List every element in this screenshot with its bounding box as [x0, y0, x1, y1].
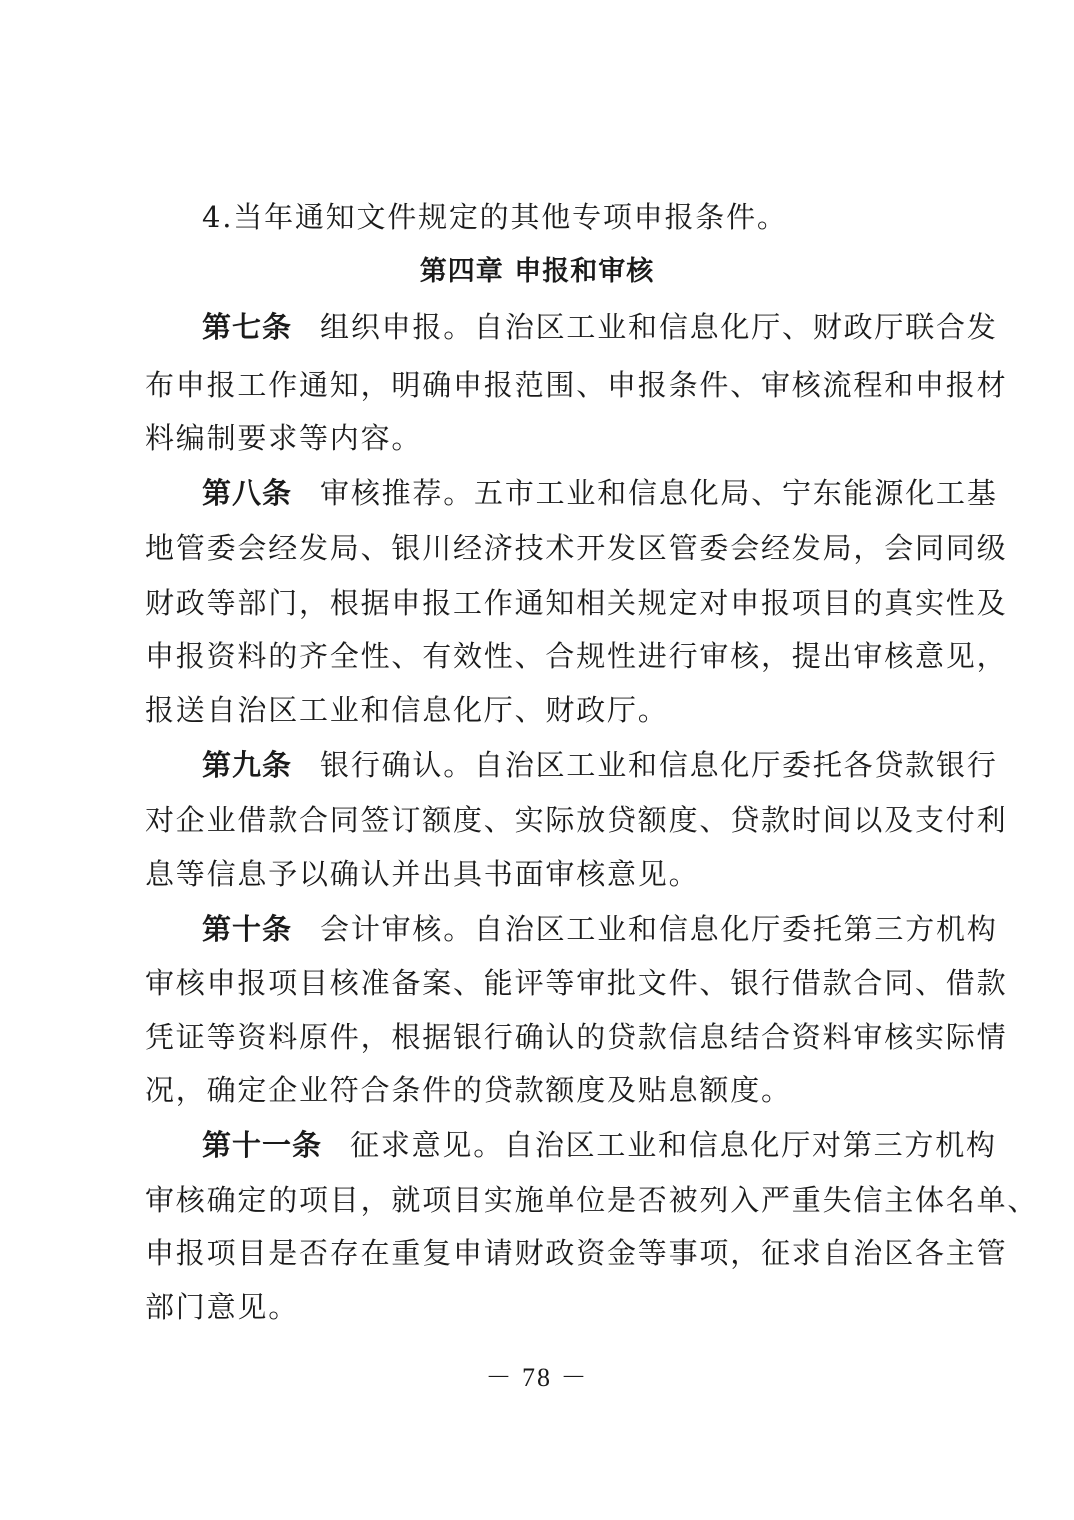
item-4-text: 4.当年通知文件规定的其他专项申报条件。 — [202, 200, 788, 234]
article-8-line-2: 地管委会经发局、银川经济技术开发区管委会经发局，会同同级 — [145, 531, 1008, 565]
article-11-first-line — [202, 1125, 1002, 1165]
article-9-line-2: 对企业借款合同签订额度、实际放贷额度、贷款时间以及支付利 — [145, 803, 1008, 837]
article-7-line-2: 布申报工作通知，明确申报范围、申报条件、审核流程和申报材 — [145, 368, 1008, 402]
article-8-line-3: 财政等部门，根据申报工作通知相关规定对申报项目的真实性及 — [145, 586, 1008, 620]
article-10-line-2: 审核申报项目核准备案、能评等审批文件、银行借款合同、借款 — [145, 966, 1008, 1000]
article-9-first-line — [202, 745, 1002, 785]
article-10-line-3: 凭证等资料原件，根据银行确认的贷款信息结合资料审核实际情 — [145, 1020, 1008, 1054]
article-11-line-2: 审核确定的项目，就项目实施单位是否被列入严重失信主体名单、 — [145, 1183, 1039, 1217]
article-10-line-4: 况，确定企业符合条件的贷款额度及贴息额度。 — [145, 1073, 792, 1107]
article-11-line-1: 征求意见。自治区工业和信息化厅对第三方机构 — [350, 1128, 997, 1162]
article-10-line-1: 会计审核。自治区工业和信息化厅委托第三方机构 — [320, 912, 998, 946]
article-10-heading: 第十条 — [202, 912, 293, 946]
article-9-line-1: 银行确认。自治区工业和信息化厅委托各贷款银行 — [320, 748, 998, 782]
article-9-heading: 第九条 — [202, 748, 293, 782]
article-11-line-4: 部门意见。 — [145, 1290, 300, 1324]
article-8-heading: 第八条 — [202, 476, 293, 510]
chapter-title: 第四章 申报和审核 — [419, 256, 655, 287]
article-10-first-line — [202, 909, 1002, 949]
article-8-line-5: 报送自治区工业和信息化厅、财政厅。 — [145, 693, 669, 727]
article-11-heading: 第十一条 — [202, 1128, 323, 1162]
article-8-line-1: 审核推荐。五市工业和信息化局、宁东能源化工基 — [320, 476, 998, 510]
page-number: － 78 － — [485, 1363, 589, 1392]
article-8-first-line — [202, 473, 1002, 513]
article-11-line-3: 申报项目是否存在重复申请财政资金等事项，征求自治区各主管 — [145, 1236, 1008, 1270]
article-7-heading: 第七条 — [202, 310, 293, 344]
article-8-line-4: 申报资料的齐全性、有效性、合规性进行审核，提出审核意见， — [145, 639, 1008, 673]
article-9-line-3: 息等信息予以确认并出具书面审核意见。 — [145, 857, 700, 891]
article-7-line-3: 料编制要求等内容。 — [145, 421, 423, 455]
article-7-first-line — [202, 307, 1002, 347]
article-7-line-1: 组织申报。自治区工业和信息化厅、财政厅联合发 — [320, 310, 998, 344]
